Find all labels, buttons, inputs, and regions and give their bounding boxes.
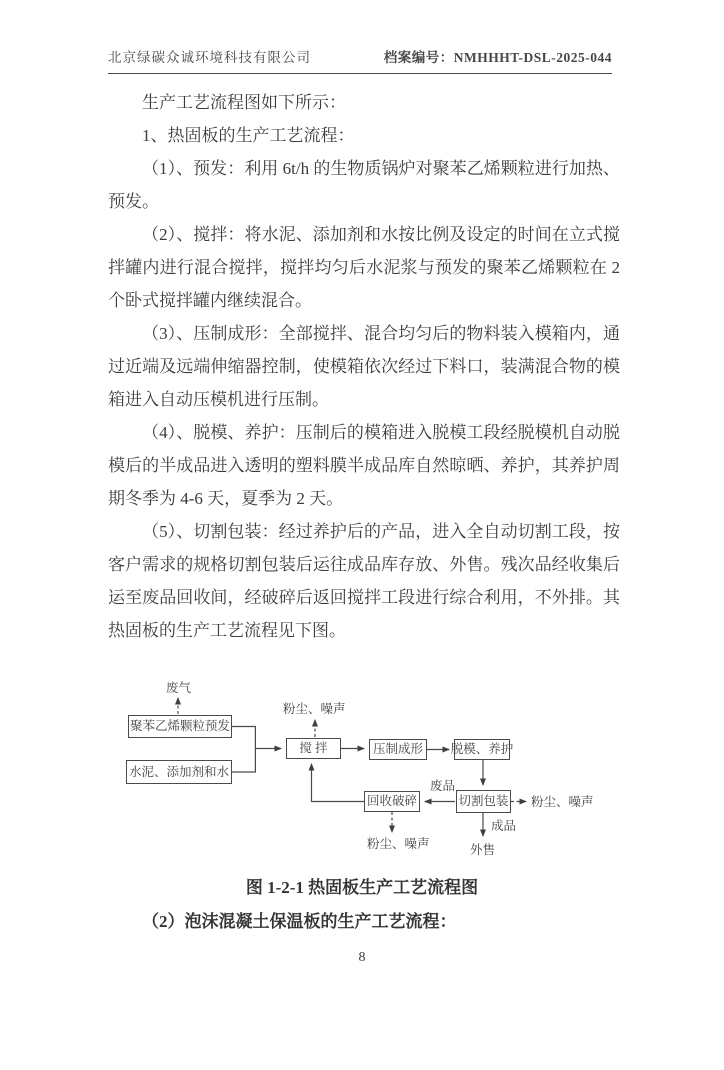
paragraph-step-2: （2）、搅拌：将水泥、添加剂和水按比例及设定的时间在立式搅拌罐内进行混合搅拌，搅拌均匀后水泥浆与预发的聚苯乙烯颗粒在 2 个卧式搅拌罐内继续混合。 [108,225,620,310]
body-text [108,86,620,647]
flowchart-box-mixing: 搅 拌 [286,738,341,759]
flowchart-box-pre-expansion: 聚苯乙烯颗粒预发 [128,715,232,738]
paragraph-intro: 生产工艺流程图如下所示： [142,93,346,112]
page-header [108,46,612,74]
paragraph-step-1: （1）、预发：利用 6t/h 的生物质锅炉对聚苯乙烯颗粒进行加热、预发。 [108,159,620,211]
flowchart-box-cutting: 切割包装 [456,790,511,813]
flowchart-box-demolding: 脱模、养护 [454,739,510,760]
paragraph-step-5: （5）、切割包装：经过养护后的产品，进入全自动切割工段，按客户需求的规格切割包装后运往成品库存放、外售。残次品经收集后运至废品回收间，经破碎后返回搅拌工段进行综合利用，不外排。其热固板的生产工艺流程见下图。 [108,522,620,640]
header-file-number: 档案编号：NMHHHT-DSL-2025-044 [383,50,612,65]
flowchart-box-pressing: 压制成形 [369,739,427,760]
document-page [0,46,724,1070]
flowchart-label-cutting-dust-noise: 粉尘、噪声 [531,795,594,809]
flowchart-box-recycling: 回收破碎 [364,791,420,812]
header-company-name: 北京绿碳众诚环境科技有限公司 [108,50,311,65]
flowchart-connectors [0,652,724,864]
paragraph-step-4: （4）、脱模、养护：压制后的模箱进入脱模工段经脱模机自动脱模后的半成品进入透明的塑料膜半成品库自然晾晒、养护，其养护周期冬季为 4-6 天，夏季为 2 天。 [108,423,620,508]
paragraph-section-1: 1、热固板的生产工艺流程： [142,126,355,145]
flowchart-label-waste: 废品 [430,779,456,793]
page-number: 8 [358,950,366,965]
flowchart-label-waste-gas: 废气 [166,681,192,695]
figure-caption: 图 1-2-1 热固板生产工艺流程图 [245,878,479,897]
flowchart-box-materials: 水泥、添加剂和水 [126,760,232,784]
section-heading-foam-concrete: （2）泡沫混凝土保温板的生产工艺流程： [142,912,457,931]
flowchart-label-mixing-dust-noise: 粉尘、噪声 [283,702,346,716]
flowchart-label-recycling-dust-noise: 粉尘、噪声 [367,837,430,851]
flowchart-label-finished-product: 成品 [491,819,517,833]
flowchart-label-external-sale: 外售 [470,843,496,857]
process-flowchart [0,652,724,864]
paragraph-step-3: （3）、压制成形：全部搅拌、混合均匀后的物料装入模箱内，通过近端及远端伸缩器控制，使模箱依次经过下料口，装满混合物的模箱进入自动压模机进行压制。 [108,324,620,409]
